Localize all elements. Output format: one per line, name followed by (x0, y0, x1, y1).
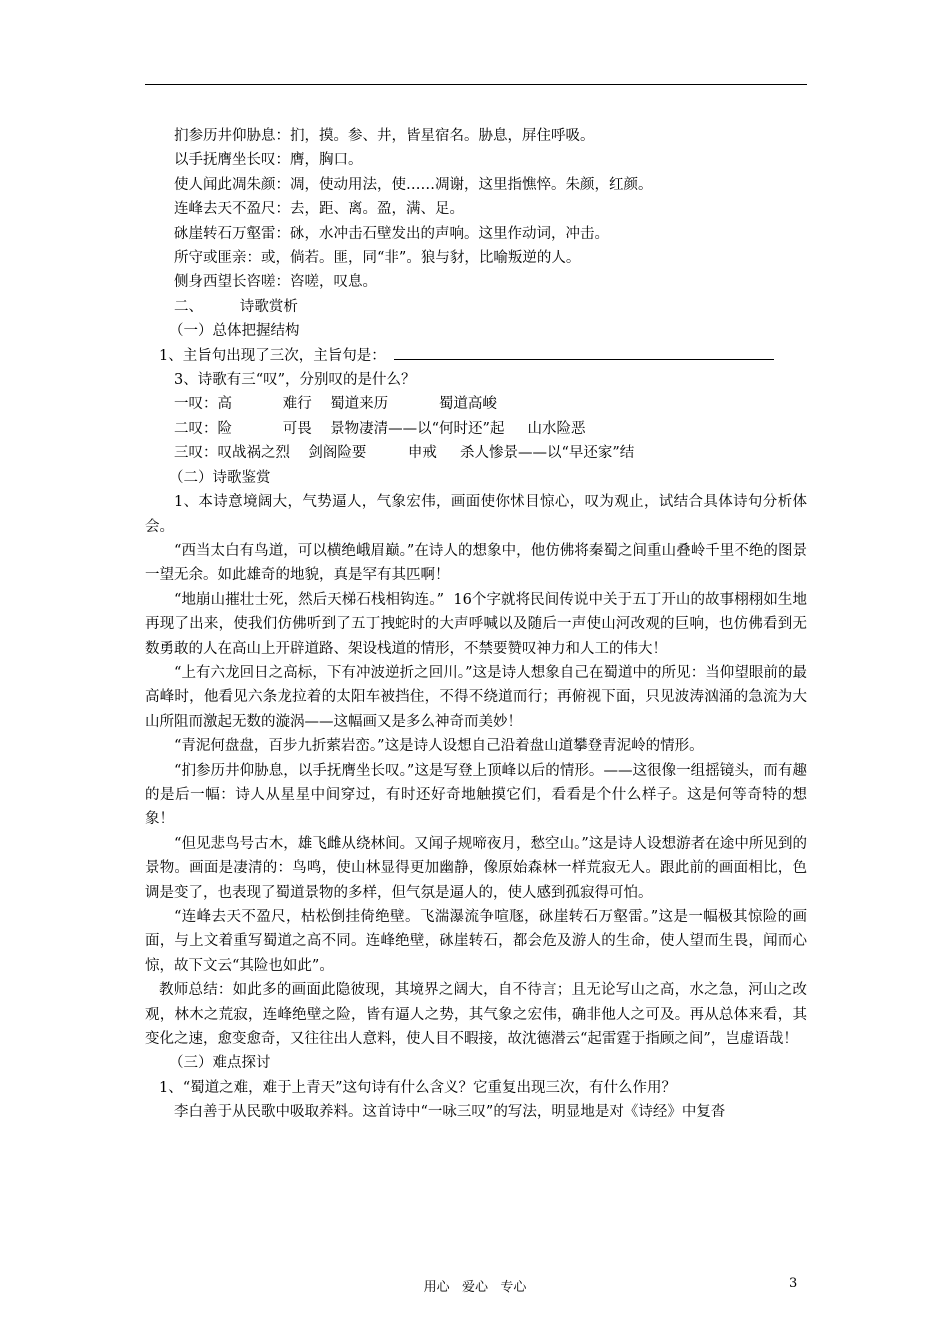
paragraph: 1、本诗意境阔大，气势逼人，气象宏伟，画面使你怵目惊心，叹为观止，试结合具体诗句分析体会。 (145, 494, 807, 535)
annotation-line: 砯崖转石万壑雷：砯，水冲击石壁发出的声响。这里作动词，冲击。 (174, 225, 609, 242)
teacher-summary: 教师总结：如此多的画面此隐彼现，其境界之阔大，自不待言；且无论写山之高，水之急，河山之改观，林木之荒寂，连峰绝壁之险，皆有逼人之势，其气象之宏伟，确非他人之可及。再从总体来看，其变化之速，愈变愈奇，又往往出人意料，使人目不暇接，故沈德潜云“起雷霆于指顾之间”，岂虚语哉！ (145, 982, 807, 1048)
paragraph: “青泥何盘盘，百步九折萦岩峦。”这是诗人设想自己沿着盘山道攀登青泥岭的情形。 (174, 738, 704, 755)
paragraph: 李白善于从民歌中吸取养料。这首诗中“一咏三叹”的写法，明显地是对《诗经》中复沓 (174, 1104, 726, 1121)
annotation-line: 连峰去天不盈尺：去，距、离。盈，满、足。 (174, 201, 464, 218)
paragraph: “但见悲鸟号古木，雄飞雌从绕林间。又闻子规啼夜月，愁空山。”这是诗人设想游者在途中所见到的景物。画面是凄清的：鸟鸣，使山林显得更加幽静，像原始森林一样荒寂无人。跟此前的画面相比，色调是变了，也表现了蜀道景物的多样，但气氛是逼人的，使人感到孤寂得可怕。 (145, 835, 807, 901)
footer-motto: 用心 爱心 专心 (423, 1280, 527, 1295)
question-1-text: 1、主旨句出现了三次，主旨句是： (159, 347, 386, 364)
annotation-line: 扪参历井仰胁息：扪，摸。参、井，皆星宿名。胁息，屏住呼吸。 (174, 128, 595, 144)
question: 1、“蜀道之难，难于上青天”这句诗有什么含义？它重复出现三次，有什么作用？ (159, 1079, 677, 1096)
answer-blank[interactable] (394, 346, 774, 360)
paragraph: “连峰去天不盈尺，枯松倒挂倚绝壁。飞湍瀑流争喧豗，砯崖转石万壑雷。”这是一幅极其惊险的画面，与上文着重写蜀道之高不同。连峰绝壁，砯崖转石，都会危及游人的生命，使人望而生畏，闻而心惊，故下文云“其险也如此”。 (145, 909, 807, 974)
sigh-line: 一叹：高 难行 蜀道来历 蜀道高峻 (174, 396, 497, 413)
paragraph: “上有六龙回日之高标，下有冲波逆折之回川。”这是诗人想象自己在蜀道中的所见：当仰望眼前的最高峰时，他看见六条龙拉着的太阳车被挡住，不得不绕道而行；再俯视下面，只见波涛汹涌的急流为大山所阻而激起无数的漩涡——这幅画又是多么神奇而美妙！ (145, 664, 807, 730)
paragraph: “扪参历井仰胁息，以手抚膺坐长叹。”这是写登上顶峰以后的情形。——这很像一组摇镜头，而有趣的是后一幅：诗人从星星中间穿过，有时还好奇地触摸它们，看看是个什么样子。这是何等奇特的想象！ (145, 762, 807, 828)
subsection-heading: （二）诗歌鉴赏 (169, 469, 271, 486)
page-number: 3 (789, 1276, 798, 1291)
sigh-line: 二叹：险 可畏 景物凄清——以“何时还”起 山水险恶 (174, 420, 586, 437)
section-heading: 二、 诗歌赏析 (174, 298, 298, 315)
sigh-line: 三叹：叹战祸之烈 剑阁险要 申戒 杀人惨景——以“早还家”结 (174, 445, 635, 462)
paragraph: “西当太白有鸟道，可以横绝峨眉巅。”在诗人的想象中，他仿佛将秦蜀之间重山叠岭千里不绝的图景一望无余。如此雄奇的地貌，真是罕有其匹啊！ (145, 542, 807, 584)
question-1 (145, 344, 807, 368)
annotation-line: 使人闻此凋朱颜：凋，使动用法，使……凋谢，这里指憔悴。朱颜，红颜。 (174, 176, 653, 193)
annotation-line: 以手抚膺坐长叹：膺，胸口。 (174, 152, 363, 169)
annotation-line: 所守或匪亲：或，倘若。匪，同“非”。狼与豺，比喻叛逆的人。 (174, 250, 581, 267)
annotation-line: 侧身西望长咨嗟：咨嗟，叹息。 (174, 274, 377, 291)
question-3: 3、诗歌有三“叹”，分别叹的是什么？ (174, 372, 416, 389)
header-rule (145, 84, 807, 85)
subsection-heading: （一）总体把握结构 (169, 323, 300, 340)
subsection-heading: （三）难点探讨 (169, 1055, 271, 1072)
document-body (145, 124, 807, 1125)
paragraph: “地崩山摧壮士死，然后天梯石栈相钩连。” 16个字就将民间传说中关于五丁开山的故事栩栩如生地再现了出来，使我们仿佛听到了五丁拽蛇时的大声呼喊以及随后一声使山河改观的巨响，也仿佛看到无数勇敢的人在高山上开辟道路、架设栈道的情形，不禁要赞叹神力和人工的伟大！ (145, 591, 807, 657)
